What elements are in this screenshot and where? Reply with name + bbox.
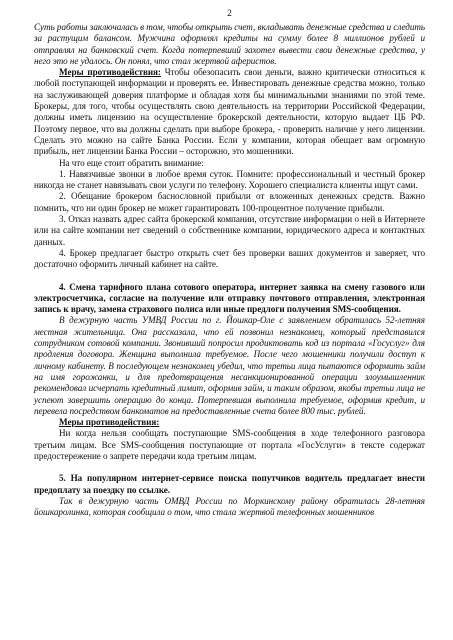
measures-paragraph — [34, 67, 425, 157]
attention-intro: На что еще стоит обратить внимание: — [59, 157, 204, 168]
document-page — [34, 8, 425, 518]
attention-item-2: 2. Обещание брокером баснословной прибыли от вложенных денежных средств. Важно помнить, что ни один брокер не может гарантировать 100-процентное получение прибыли. — [34, 191, 425, 213]
section-5-heading: 5. На популярном интернет-сервисе поиска попутчиков водитель предлагает внести предоплату за поездку по ссылке. — [34, 473, 425, 495]
attention-item-4: 4. Брокер предлагает быстро открыть счет без проверки ваших документов и заверяет, что достаточно оформить личный кабинет на сайте. — [34, 247, 425, 270]
section-4-measures-title-line — [34, 417, 425, 428]
section-4-heading: 4. Смена тарифного плана сотового оператора, интернет заявка на смену газового или электросчетчика, согласие на получение или отправку почтового отправления, электронная запись к врачу, замена страхового полиса или иные предлоги получения SMS-сообщения. — [34, 281, 425, 315]
spacer — [34, 462, 425, 473]
attention-item-1: 1. Навязчивые звонки в любое время суток. Помните: профессиональный и честный брокер никогда не станет навязывать свои услуги по телефону. Хорошего специалиста клиенты ищут сами. — [34, 168, 425, 191]
section-5-case: Так в дежурную часть ОМВД России по Моркинскому району обратилась 28-летняя йошкаролинка, которая сообщила о том, что стала жертвой телефонных мошенников — [34, 495, 425, 518]
page-number: 2 — [227, 9, 232, 19]
section-4-measures-text: Ни когда нельзя сообщать поступающие SMS-сообщения в ходе телефонного разговора третьим лицам. Все SMS-сообщения поступающие от портала «ГосУслуги» в тексте содержат предостережение о запрете передачи кода третьим лицам. — [34, 428, 425, 461]
section-4-case: В дежурную часть УМВД России по г. Йошкар-Оле с заявлением обратилась 52-летняя местная жительница. Она рассказала, что ей позвонил незнакомец, который представился сотрудником сотовой компании. Звонивший попросил продиктовать код из портала «Госуслуг» для продления договора. Женщина выполнила требуемое. После чего мошенники получили доступ к личному кабинету. В последующем незнакомец убедил, что третьи лица пытаются оформить займ на имя горожанки, и для предотвращения несанкционированной операции злоумышленник рекомендовал исчерпать кредитный лимит, оформив займ, и таким образом, якобы третьи лица не успеют завершить операцию до конца. Потерпевшая выполнила требуемое, оформив кредит, и перевела посредством банкоматов на предоставленные счета более 800 тыс. рублей. — [34, 315, 425, 416]
attention-item-3: 3. Отказ назвать адрес сайта брокерской компании, отсутствие информации о ней в Интернете или на сайте компании нет сведений о собственнике компании, юридического адреса и контактных данных. — [34, 214, 425, 247]
measures-text: Чтобы обезопасить свои деньги, важно критически относиться к любой поступающей информации и проверять ее. Инвестировать денежные средства можно, только на заслуживающей доверия платформе и обладая хотя бы минимальными знаниями по этой теме. Брокеры, для того, чтобы осуществлять свою деятельность на территории Российской Федерации, должны иметь лицензию на осуществление брокерской деятельности, которую выдает ЦБ РФ. Поэтому первое, что вы должны сделать при выборе брокера, - проверить наличие у него лицензии. Сделать это можно на сайте Банка России. Если у компании, которая обещает вам огромную прибыль, нет лицензии Банка России – осторожно, это мошенники. — [34, 67, 425, 157]
intro-paragraph: Суть работы заключалась в том, чтобы открыть счет, вкладывать денежные средства и следить за растущим балансом. Мужчина оформлял кредиты на сумму более 8 миллионов рублей и отправлял на банковский счет. Когда потерпевший захотел вывести свои денежные средства, у него это не удалось. Он понял, что стал жертвой аферистов. — [34, 22, 425, 66]
spacer — [34, 271, 425, 282]
measures-title: Меры противодействия: — [59, 67, 161, 78]
section-4-measures-title: Меры противодействия: — [59, 417, 160, 428]
